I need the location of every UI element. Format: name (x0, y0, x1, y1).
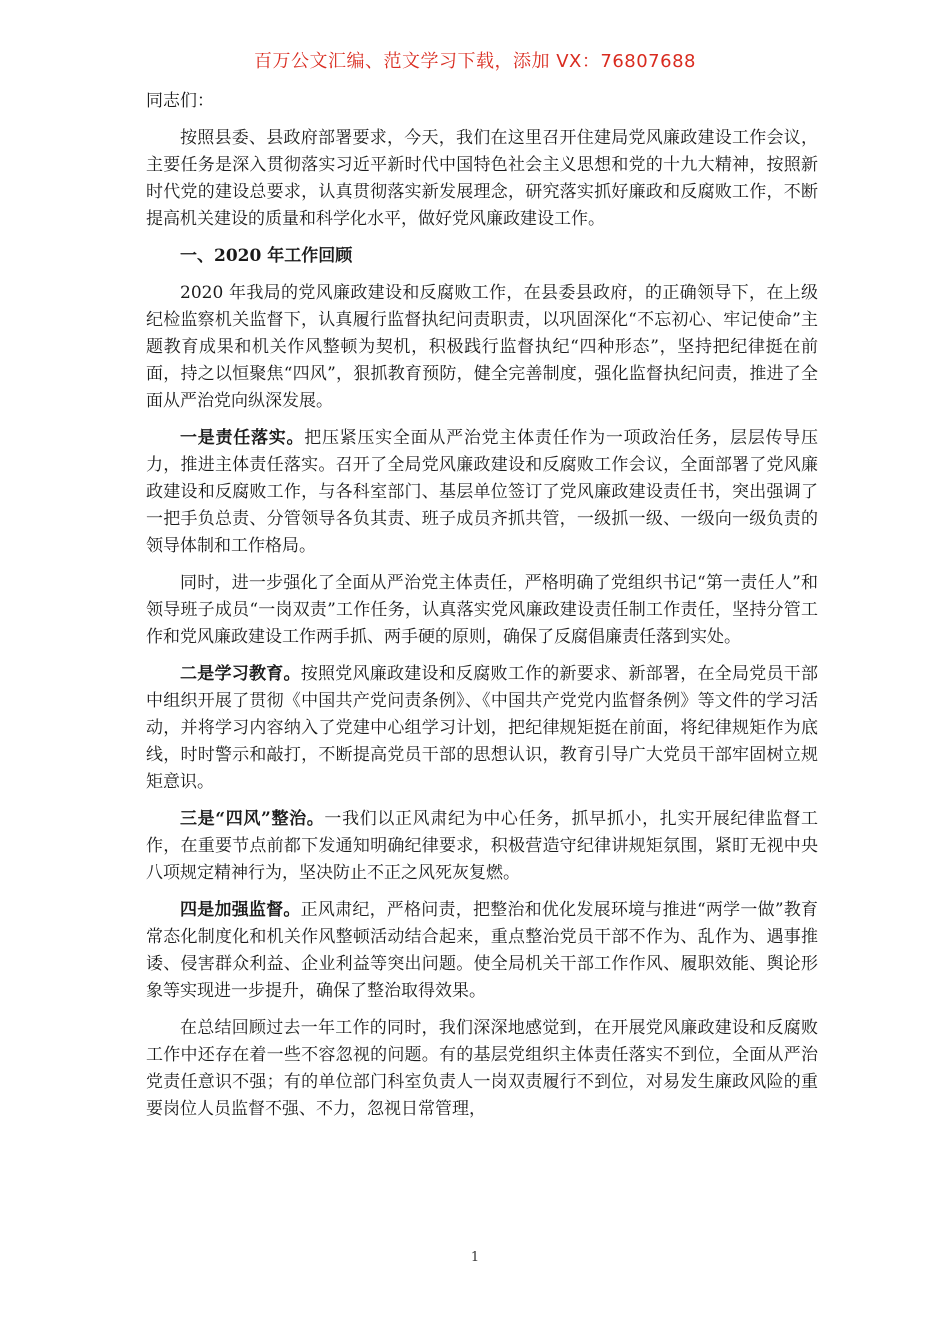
point-4-paragraph (146, 897, 818, 1005)
point-2-text: 按照党风廉政建设和反腐败工作的新要求、新部署，在全局党员干部中组织开展了贯彻《中国共产党问责条例》、《中国共产党党内监督条例》等文件的学习活动，并将学习内容纳入了党建中心组学习计划，把纪律规矩挺在前面，将纪律规矩作为底线，时时警示和敲打，不断提高党员干部的思想认识，教育引导广大党员干部牢固树立规矩意识。 (146, 664, 818, 792)
greeting: 同志们： (146, 91, 214, 111)
point-3-paragraph (146, 806, 818, 887)
section-heading: 一、2020 年工作回顾 (180, 246, 353, 266)
point-4-text: 正风肃纪，严格问责，把整治和优化发展环境与推进“两学一做”教育常态化制度化和机关作风整顿活动结合起来，重点整治党员干部不作为、乱作为、遇事推诿、侵害群众利益、企业利益等突出问题。使全局机关干部工作作风、履职效能、舆论形象等实现进一步提升，确保了整治取得效果。 (146, 900, 819, 1001)
point-1-continued: 同时，进一步强化了全面从严治党主体责任，严格明确了党组织书记“第一责任人”和领导班子成员“一岗双责”工作任务，认真落实党风廉政建设责任制工作责任，坚持分管工作和党风廉政建设工作两手抓、两手硬的原则，确保了反腐倡廉责任落到实处。 (146, 573, 818, 647)
intro-paragraph: 按照县委、县政府部署要求，今天，我们在这里召开住建局党风廉政建设工作会议，主要任务是深入贯彻落实习近平新时代中国特色社会主义思想和党的十九大精神，按照新时代党的建设总要求，认真贯彻落实新发展理念，研究落实抓好廉政和反腐败工作，不断提高机关建设的质量和科学化水平，做好党风廉政建设工作。 (146, 128, 818, 229)
point-1-text: 把压紧压实全面从严治党主体责任作为一项政治任务，层层传导压力，推进主体责任落实。召开了全局党风廉政建设和反腐败工作会议，全面部署了党风廉政建设和反腐败工作，与各科室部门、基层单位签订了党风廉政建设责任书，突出强调了一把手负总责、分管领导各负其责、班子成员齐抓共管，一级抓一级、一级向一级负责的领导体制和工作格局。 (146, 428, 819, 556)
point-4-lead: 四是加强监督。 (180, 900, 301, 920)
header-banner: 百万公文汇编、范文学习下载，添加 VX：76807688 (254, 51, 696, 72)
document-body (146, 88, 818, 1133)
point-3-text: 一我们以正风肃纪为中心任务，抓早抓小，扎实开展纪律监督工作，在重要节点前都下发通知明确纪律要求，积极营造守纪律讲规矩氛围，紧盯无视中央八项规定精神行为，坚决防止不正之风死灰复燃。 (146, 809, 818, 883)
point-2-lead: 二是学习教育。 (180, 664, 301, 684)
point-2-paragraph (146, 661, 818, 796)
point-1-paragraph (146, 425, 818, 560)
page-number: 1 (470, 1250, 480, 1265)
point-1-lead: 一是责任落实。 (180, 428, 305, 448)
review-paragraph: 2020 年我局的党风廉政建设和反腐败工作，在县委县政府，的正确领导下，在上级纪检监察机关监督下，认真履行监督执纪问责职责，以巩固深化“不忘初心、牢记使命”主题教育成果和机关作风整顿为契机，积极践行监督执纪“四种形态”，坚持把纪律挺在前面，持之以恒聚焦“四风”，狠抓教育预防，健全完善制度，强化监督执纪问责，推进了全面从严治党向纵深发展。 (146, 283, 818, 411)
problems-paragraph: 在总结回顾过去一年工作的同时，我们深深地感觉到，在开展党风廉政建设和反腐败工作中还存在着一些不容忽视的问题。有的基层党组织主体责任落实不到位，全面从严治党责任意识不强；有的单位部门科室负责人一岗双责履行不到位，对易发生廉政风险的重要岗位人员监督不强、不力，忽视日常管理， (146, 1018, 818, 1119)
point-3-lead: 三是“四风”整治。 (180, 809, 325, 829)
